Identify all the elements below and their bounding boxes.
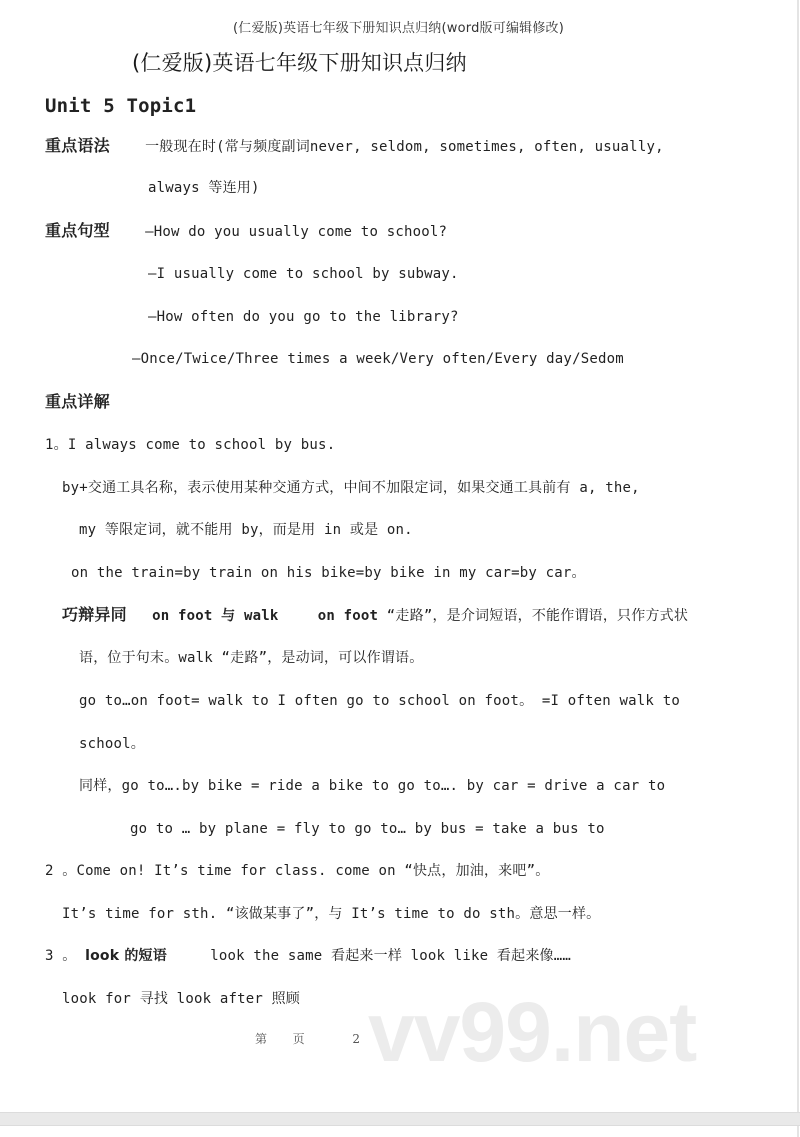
item1-line-1: by+交通工具名称，表示使用某种交通方式，中间不加限定词，如果交通工具前有 a, the, — [62, 480, 640, 496]
grammar-line-1: 一般现在时(常与频度副词never, seldom, sometimes, often, usually, — [145, 139, 664, 155]
compare-label: 巧辩异同 — [62, 605, 127, 624]
running-header: (仁爱版)英语七年级下册知识点归纳(word版可编辑修改) — [232, 21, 565, 36]
next-page-top — [0, 1126, 799, 1137]
compare-section — [62, 606, 688, 625]
compare-line-5: 同样，go to….by bike = ride a bike to go to…. by car = drive a car to — [79, 778, 666, 794]
unit-heading: Unit 5 Topic1 — [45, 95, 197, 117]
item3-line-1-rest: look the same 看起来一样 look like 看起来像…… — [210, 948, 571, 964]
grammar-label: 重点语法 — [45, 136, 110, 155]
pattern-line-1: —How do you usually come to school? — [145, 224, 448, 240]
document-title: (仁爱版)英语七年级下册知识点归纳 — [132, 51, 467, 75]
item2-line-1: 2 。Come on! It’s time for class. come on “快点，加油，来吧”。 — [45, 863, 550, 879]
item1-line-2: my 等限定词，就不能用 by，而是用 in 或是 on. — [79, 522, 413, 538]
compare-line-4: school。 — [79, 736, 145, 752]
page-separator — [0, 1112, 800, 1126]
compare-line-2: 语，位于句末。walk “走路”，是动词，可以作谓语。 — [79, 650, 424, 666]
grammar-line-2: always 等连用) — [148, 180, 260, 196]
page-prefix: 第 — [255, 1032, 268, 1046]
item3-line-1 — [45, 947, 571, 965]
page-suffix: 页 — [292, 1032, 305, 1046]
compare-line-3: go to…on foot= walk to I often go to school on foot。 =I often walk to — [79, 693, 680, 709]
item1-heading: 1。I always come to school by bus. — [45, 437, 336, 453]
pattern-line-2: —I usually come to school by subway. — [148, 266, 459, 282]
watermark: vv99.net — [368, 985, 697, 1079]
compare-line-6: go to … by plane = fly to go to… by bus = take a bus to — [130, 821, 605, 837]
compare-bold-phrase: on foot 与 walk — [152, 608, 279, 624]
sentence-pattern-label: 重点句型 — [45, 221, 110, 240]
item3-line-2: look for 寻找 look after 照顾 — [62, 991, 301, 1007]
details-label: 重点详解 — [45, 392, 110, 411]
compare-line-1-rest: “走路”，是介词短语，不能作谓语，只作方式状 — [386, 608, 689, 624]
item2-line-2: It’s time for sth. “该做某事了”，与 It’s time to do sth。意思一样。 — [62, 906, 601, 922]
item1-line-3: on the train=by train on his bike=by bike in my car=by car。 — [71, 565, 586, 581]
page-footer — [255, 1030, 360, 1047]
sentence-pattern-section — [45, 222, 447, 241]
item3-bold-label: look 的短语 — [85, 948, 167, 964]
pattern-line-4: —Once/Twice/Three times a week/Very often/Every day/Sedom — [132, 351, 624, 367]
compare-bold-term: on foot — [317, 608, 379, 624]
page-number: 2 — [352, 1032, 360, 1046]
grammar-section — [45, 137, 664, 156]
pattern-line-3: —How often do you go to the library? — [148, 309, 459, 325]
item3-number: 3 。 — [45, 948, 77, 964]
